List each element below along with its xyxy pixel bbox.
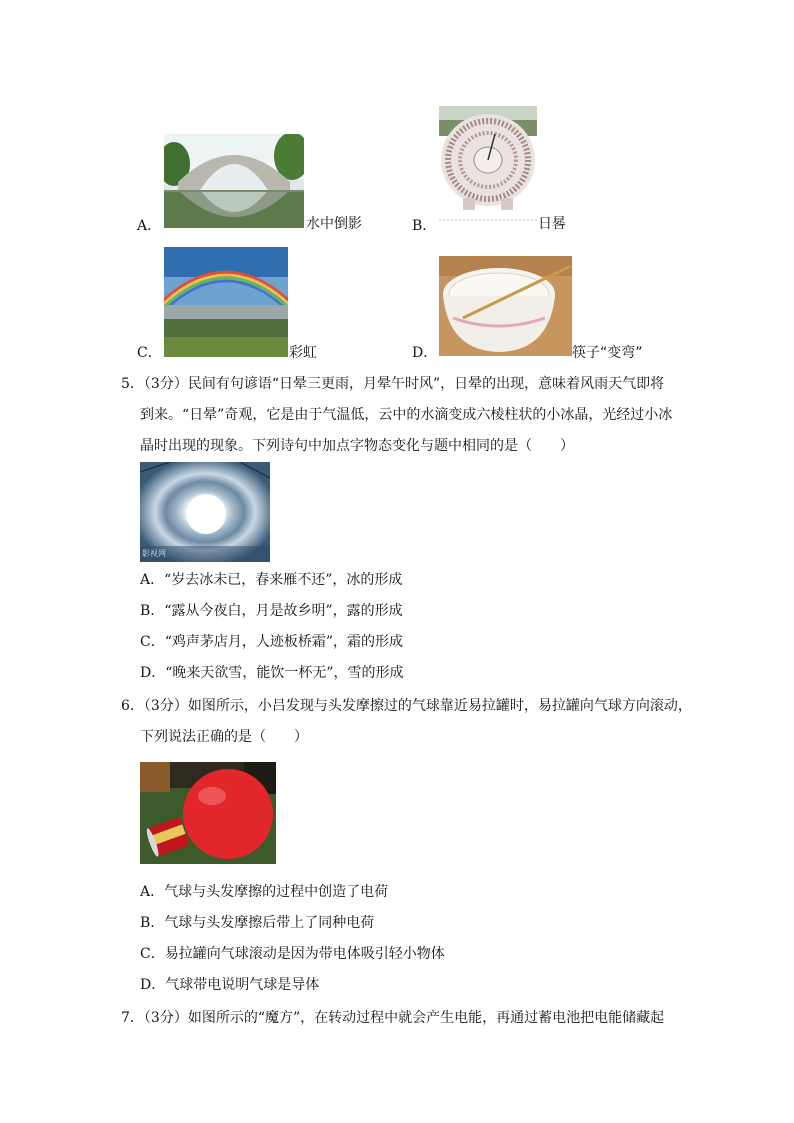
q5-option-a: A．“岁去冰未已，春来雁不还”，冰的形成 <box>140 572 403 588</box>
question-score: （3分） <box>143 376 188 392</box>
option-letter: B． <box>412 218 437 234</box>
option-caption: 彩虹 <box>289 345 317 361</box>
q6-stem-line-2: 下列说法正确的是（ ） <box>140 729 308 745</box>
question-number: 6． <box>121 698 144 714</box>
q6-option-d: D．气球带电说明气球是导体 <box>140 977 320 993</box>
q5-option-d: D．“晚来天欲雪，能饮一杯无”，雪的形成 <box>140 665 404 681</box>
sun-halo-image <box>140 462 270 562</box>
image-watermark: 影视网 <box>142 549 166 558</box>
question-score: （3分） <box>143 698 188 714</box>
option-caption: 日晷 <box>538 216 566 232</box>
question-score: （3分） <box>143 1010 188 1026</box>
option-letter: C． <box>137 345 162 361</box>
q5-stem-line-1 <box>121 374 664 394</box>
option-caption: 水中倒影 <box>306 216 362 232</box>
question-stem-text: 如图所示，小吕发现与头发摩擦过的气球靠近易拉罐时，易拉罐向气球方向滚动， <box>187 698 692 714</box>
question-number: 7． <box>121 1010 144 1026</box>
q6-option-a: A．气球与头发摩擦的过程中创造了电荷 <box>140 884 389 900</box>
question-stem-text: 民间有句谚语“日晕三更雨，月晕午时风”，日晕的出现，意味着风雨天气即将 <box>187 376 665 392</box>
option-letter: A． <box>137 218 162 234</box>
option-caption: 筷子“变弯” <box>572 345 643 361</box>
chopstick-bowl-image <box>439 256 572 356</box>
q6-option-c: C．易拉罐向气球滚动是因为带电体吸引轻小物体 <box>140 946 445 962</box>
question-stem-text: 如图所示的“魔方”，在转动过程中就会产生电能，再通过蓄电池把电能储藏起 <box>187 1010 665 1026</box>
balloon-can-image <box>140 762 276 864</box>
q6-stem-line-1 <box>121 696 692 716</box>
option-letter: D． <box>412 345 438 361</box>
q5-stem-line-2: 到来。“日晕”奇观，它是由于气温低，云中的水滴变成六棱柱状的小冰晶，光经过小冰 <box>140 407 673 423</box>
question-number: 5． <box>121 376 144 392</box>
q7-stem-line-1 <box>121 1008 664 1028</box>
sundial-image <box>439 106 537 222</box>
q5-stem-line-3: 晶时出现的现象。下列诗句中加点字物态变化与题中相同的是（ ） <box>140 438 574 454</box>
q5-option-c: C．“鸡声茅店月，人迹板桥霜”，霜的形成 <box>140 634 404 650</box>
q6-option-b: B．气球与头发摩擦后带上了同种电荷 <box>140 915 375 931</box>
rainbow-image <box>164 247 288 357</box>
bridge-reflection-image <box>164 134 304 228</box>
q5-option-b: B．“露从今夜白，月是故乡明”，露的形成 <box>140 603 403 619</box>
